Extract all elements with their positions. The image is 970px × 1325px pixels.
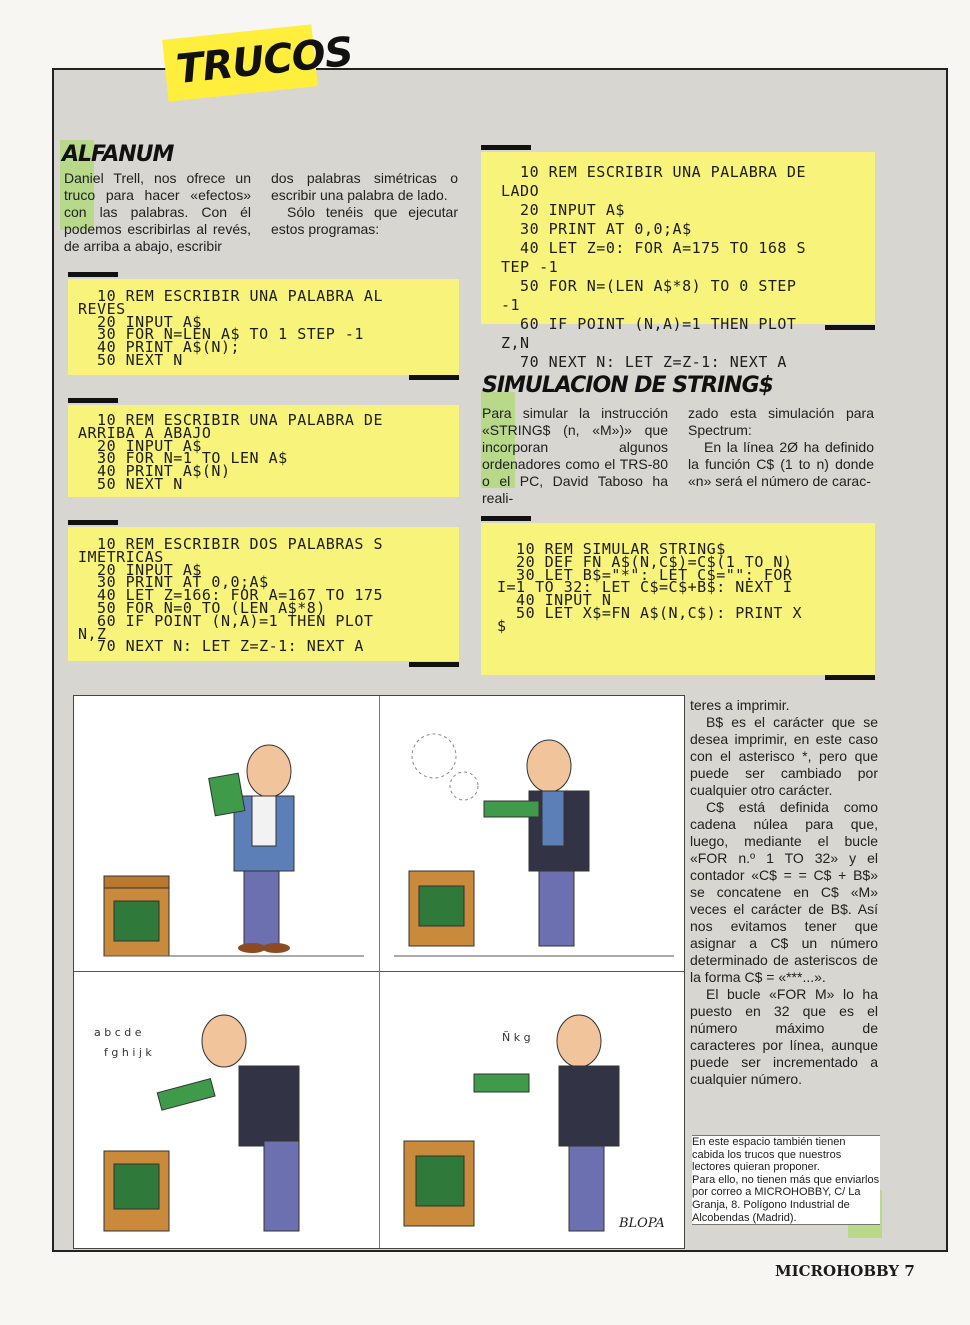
code-listing: 10 REM ESCRIBIR UNA PALABRA DE LADO 20 INPUT A$ 30 PRINT AT 0,0;A$ 40 LET Z=0: FOR A=175 TO 168 S TEP -1 50 FOR N=(LEN A$*8) TO 0 STEP -1 60 IF POINT (N,A)=1 THEN PLOT Z,N 70 NEXT N: LET Z=Z-1: NEXT A: [501, 163, 806, 371]
alfanum-paragraph: Daniel Trell, nos ofrece un truco para hacer «efectos» con las palabras. Con él podemos escribirlas al revés, de arriba a abajo, escribir: [64, 170, 251, 254]
strings-paragraph: teres a imprimir.: [690, 697, 790, 713]
note-paragraph: Para ello, no tienen más que enviarlos por correo a MICROHOBBY, C/ La Granja, 8. Polígono Industrial de Alcobendas (Madrid).: [692, 1173, 880, 1224]
reader-note: [692, 1135, 880, 1225]
panel-4: [404, 1015, 619, 1231]
strings-paragraph: C$ está definida como cadena núlea para que, luego, mediante el bucle «FOR n.º 1 TO 32» y el contador «C$ = = C$ + B$» se concatene en C$ «M» veces el carácter de B$. Así nos evitamos tener que asignar a C$ un número determinado de asteriscos de la forma C$ = «***...».: [690, 799, 878, 985]
strings-column-2: [688, 405, 874, 490]
code-bar: [409, 375, 459, 380]
alfanum-paragraph: Sólo tenéis que ejecutar estos programas:: [271, 204, 458, 237]
code-box-arriba: [68, 405, 459, 497]
alfanum-column-2: [271, 170, 458, 238]
code-bar: [68, 398, 118, 403]
code-bar: [825, 325, 875, 330]
svg-text:Ñ k g: Ñ k g: [502, 1031, 531, 1044]
alfanum-column-1: [64, 170, 251, 255]
note-paragraph: En este espacio también tienen cabida los trucos que nuestros lectores quieran proponer.: [692, 1136, 846, 1174]
code-listing: 10 REM SIMULAR STRING$ 20 DEF FN A$(N,C$)=C$(1 TO N) 30 LET B$="*": LET C$="": FOR I=1 TO 32: LET C$=C$+B$: NEXT I 40 INPUT N 50 LET X$=FN A$(N,C$): PRINT X $: [497, 540, 802, 635]
strings-paragraph: El bucle «FOR M» lo ha puesto en 32 que es el número máximo de caracteres por línea, aunque puede ser incrementado a cualquier número.: [690, 986, 878, 1087]
code-bar: [68, 520, 118, 525]
alfanum-paragraph: dos palabras simétricas o escribir una palabra de lado.: [271, 170, 458, 203]
code-box-strings: [481, 523, 875, 675]
strings-heading: SIMULACION DE STRING$: [482, 373, 773, 398]
code-bar: [825, 675, 875, 680]
section-title: TRUCOS: [174, 28, 355, 94]
page-footer: MICROHOBBY 7: [775, 1262, 915, 1280]
svg-text:f g h i j k: f g h i j k: [104, 1046, 152, 1059]
artist-signature: BLOPA: [619, 1216, 665, 1231]
strings-column-1: [482, 405, 668, 507]
alfanum-heading: ALFANUM: [62, 142, 174, 167]
strings-right-column: [690, 697, 878, 1088]
strings-paragraph: zado esta simulación para Spectrum:: [688, 405, 874, 438]
strings-paragraph: B$ es el carácter que se desea imprimir, en este caso con el asterisco *, pero que puede ser cambiado por cualquier otro carácter.: [690, 714, 878, 798]
code-listing: 10 REM ESCRIBIR UNA PALABRA DE ARRIBA A ABAJO 20 INPUT A$ 30 FOR N=1 TO LEN A$ 40 PRINT A$(N) 50 NEXT N: [78, 411, 383, 493]
svg-text:a b c d e: a b c d e: [94, 1026, 142, 1039]
strings-paragraph: Para simular la instrucción «STRING$ (n, «M»)» que incorporan algunos ordenadores como el TRS-80 o el PC, David Taboso ha reali-: [482, 405, 668, 506]
code-bar: [68, 272, 118, 277]
comic-illustration: [74, 696, 684, 1248]
code-listing: 10 REM ESCRIBIR DOS PALABRAS S IMETRICAS 20 INPUT A$ 30 PRINT AT 0,0;A$ 40 LET Z=166: FOR A=167 TO 175 50 FOR N=0 TO (LEN A$*8) 60 IF POINT (N,A)=1 THEN PLOT N,Z 70 NEXT N: LET Z=Z-1: NEXT A: [78, 535, 383, 656]
code-box-lado: [481, 152, 875, 371]
code-box-simetricas: [68, 527, 459, 661]
strings-paragraph: En la línea 2Ø ha definido la función C$ (1 to n) donde «n» será el número de carac-: [688, 439, 874, 489]
panel-3: [94, 1015, 299, 1231]
panel-2: [394, 734, 674, 956]
code-listing: 10 REM ESCRIBIR UNA PALABRA AL REVES 20 INPUT A$ 30 FOR N=LEN A$ TO 1 STEP -1 40 PRINT A$(N); 50 NEXT N: [78, 287, 383, 369]
code-box-reves: [68, 279, 459, 375]
code-bar: [481, 145, 531, 150]
code-bar: [481, 516, 531, 521]
panel-1: [104, 745, 364, 956]
comic-strip: [73, 695, 685, 1249]
code-bar: [409, 662, 459, 667]
